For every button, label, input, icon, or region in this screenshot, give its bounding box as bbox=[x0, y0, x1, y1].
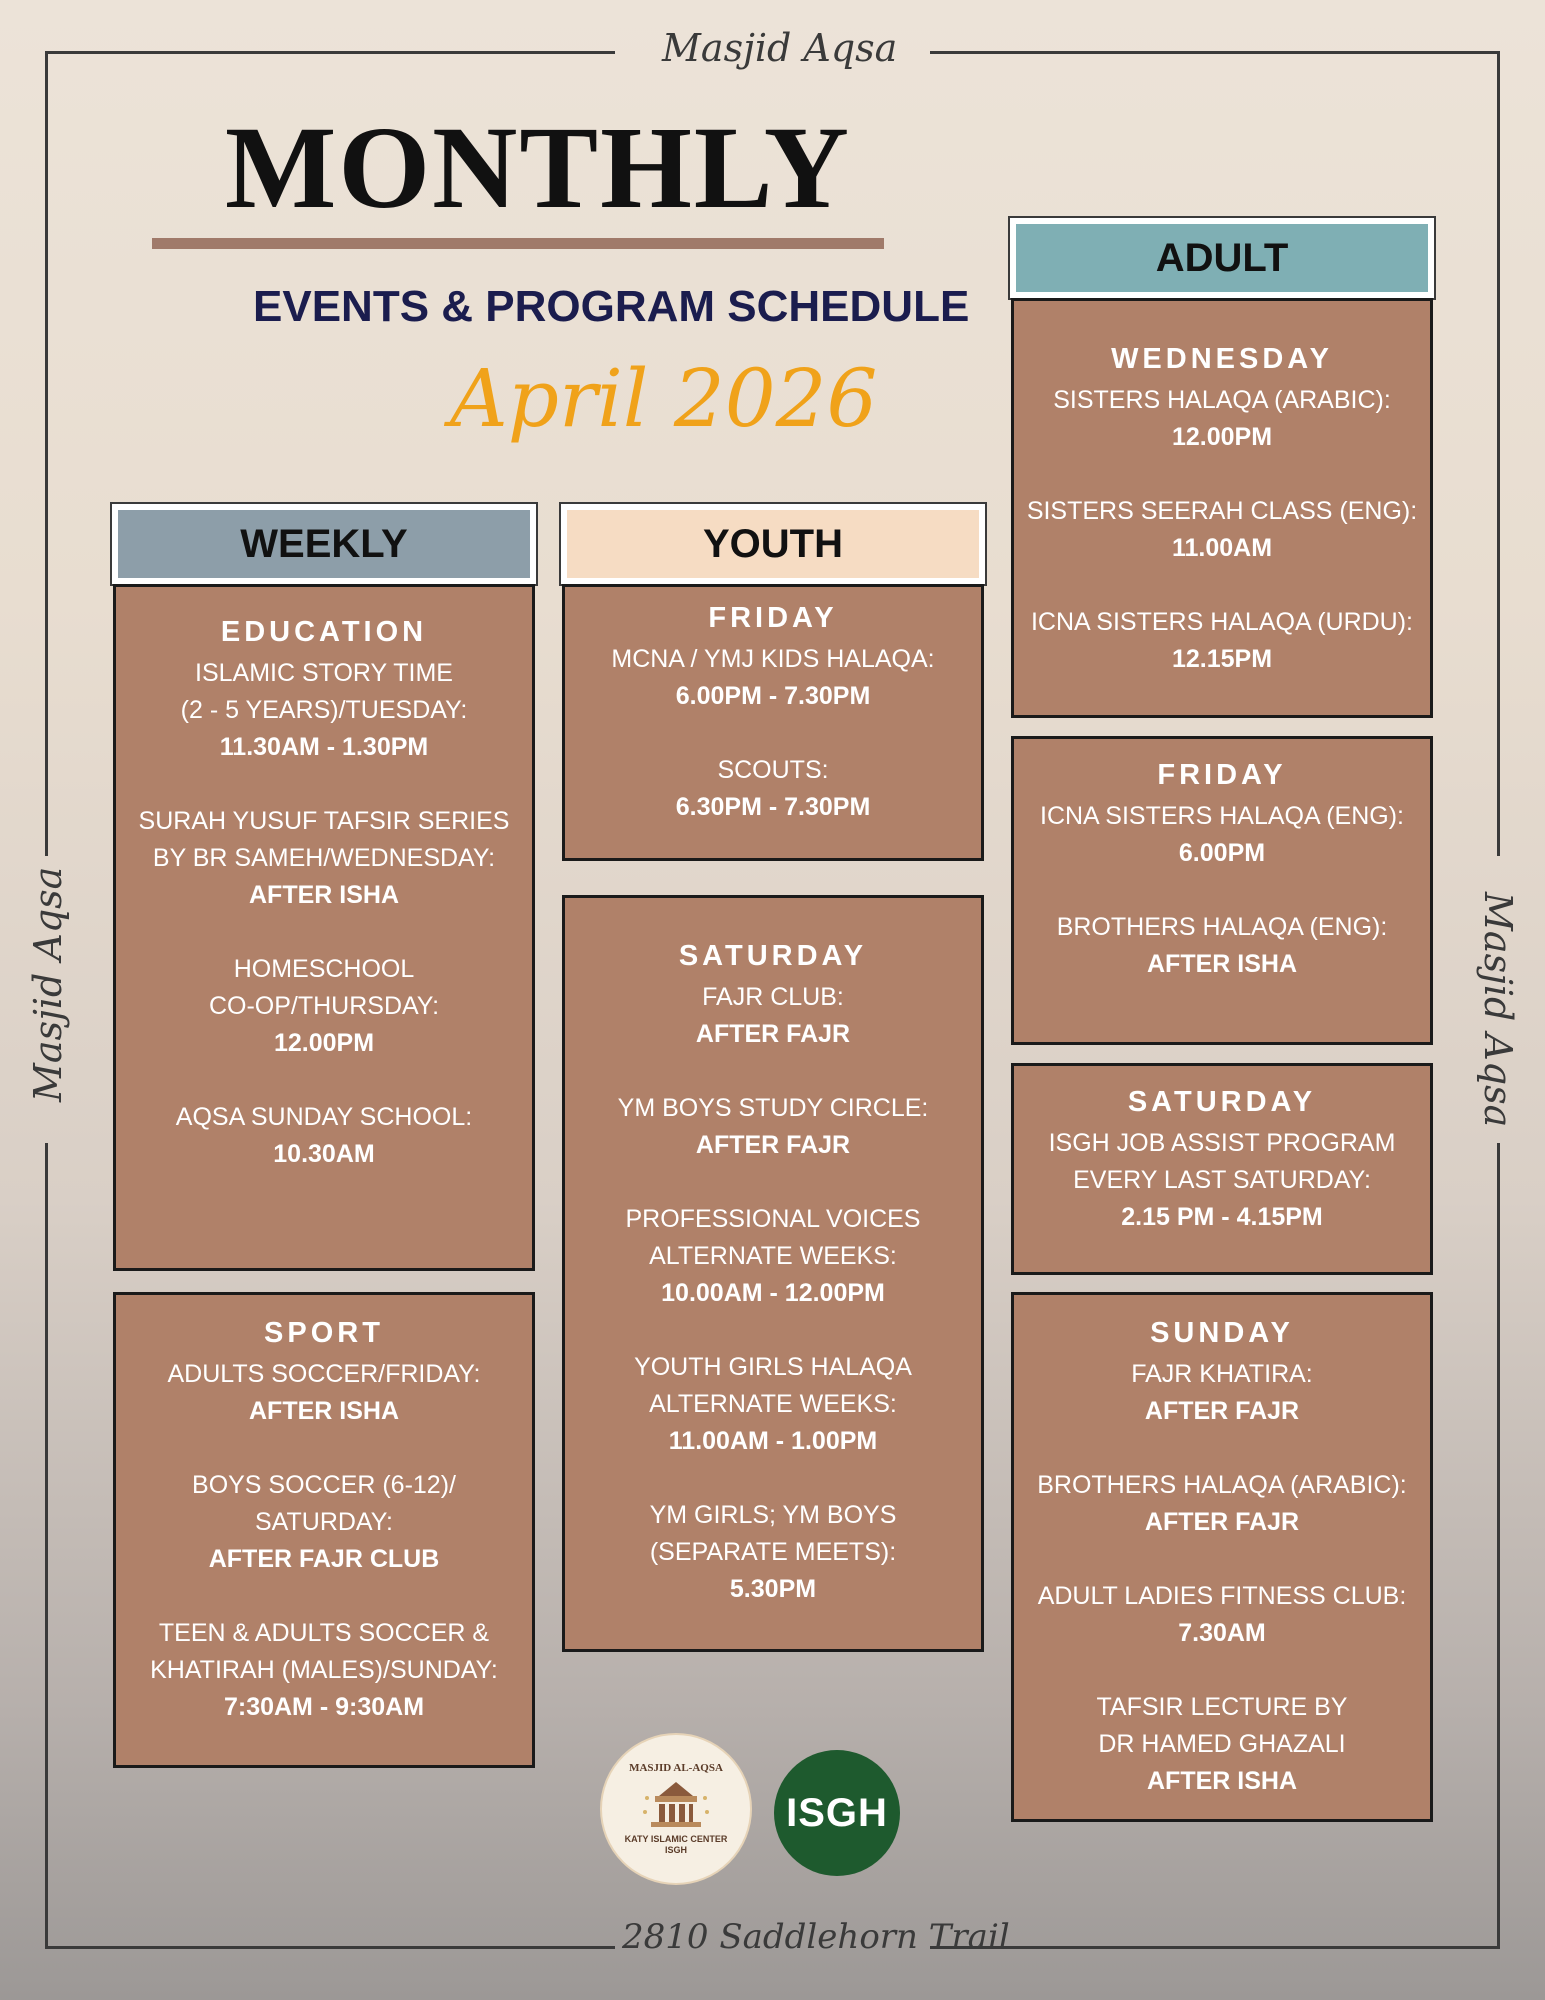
entry-title: TEEN & ADULTS SOCCER & KHATIRAH (MALES)/SUNDAY: bbox=[150, 1619, 498, 1684]
weekly-sport-card bbox=[113, 1292, 535, 1768]
entry-time: AFTER ISHA bbox=[249, 1397, 399, 1425]
adult-wednesday-card bbox=[1011, 298, 1433, 718]
adult-sunday-card bbox=[1011, 1292, 1433, 1822]
entry-title: ICNA SISTERS HALAQA (URDU): bbox=[1030, 608, 1414, 636]
frame-bottom-right bbox=[930, 1946, 1500, 1949]
entry-title: SISTERS HALAQA (ARABIC): bbox=[1053, 386, 1391, 414]
schedule-entry bbox=[1014, 493, 1430, 567]
entry-title: BROTHERS HALAQA (ENG): bbox=[1056, 913, 1388, 941]
entry-time: AFTER FAJR CLUB bbox=[208, 1545, 440, 1573]
schedule-entry bbox=[565, 1201, 981, 1312]
isgh-logo bbox=[774, 1750, 900, 1876]
schedule-entry bbox=[1014, 909, 1430, 983]
schedule-entry bbox=[565, 1090, 981, 1164]
schedule-entry bbox=[116, 655, 532, 766]
schedule-entry bbox=[1014, 1467, 1430, 1541]
entry-title: YM GIRLS; YM BOYS (SEPARATE MEETS): bbox=[649, 1501, 897, 1566]
entry-time: 12.15PM bbox=[1171, 645, 1273, 673]
month-label: April 2026 bbox=[450, 352, 878, 445]
schedule-entry bbox=[116, 1615, 532, 1726]
schedule-entry bbox=[565, 1349, 981, 1460]
entry-title: ISLAMIC STORY TIME (2 - 5 YEARS)/TUESDAY: bbox=[180, 659, 468, 724]
logo-bottom-text: KATY ISLAMIC CENTER ISGH bbox=[624, 1834, 728, 1855]
schedule-entry bbox=[1014, 1578, 1430, 1652]
schedule-entry bbox=[1014, 1689, 1430, 1800]
schedule-entry bbox=[1014, 1125, 1430, 1236]
entry-time: 12.00PM bbox=[1171, 423, 1273, 451]
schedule-entry bbox=[116, 1467, 532, 1578]
schedule-entry bbox=[1014, 798, 1430, 872]
schedule-entry bbox=[565, 979, 981, 1053]
youth-saturday-card bbox=[562, 895, 984, 1652]
card-heading: FRIDAY bbox=[1157, 759, 1287, 791]
entry-title: YM BOYS STUDY CIRCLE: bbox=[617, 1094, 929, 1122]
entry-title: YOUTH GIRLS HALAQA ALTERNATE WEEKS: bbox=[634, 1353, 912, 1418]
frame-left-bottom bbox=[45, 1143, 48, 1948]
entry-time: 6.00PM - 7.30PM bbox=[675, 682, 871, 710]
schedule-entry bbox=[116, 1099, 532, 1173]
schedule-entry bbox=[1014, 1356, 1430, 1430]
entry-title: ADULT LADIES FITNESS CLUB: bbox=[1037, 1582, 1407, 1610]
card-heading: SATURDAY bbox=[678, 940, 868, 972]
entry-title: ISGH JOB ASSIST PROGRAM EVERY LAST SATURDAY: bbox=[1048, 1129, 1396, 1194]
entry-time: 5.30PM bbox=[729, 1575, 817, 1603]
frame-top-right bbox=[930, 51, 1500, 54]
entry-time: AFTER FAJR bbox=[695, 1020, 851, 1048]
youth-header: YOUTH bbox=[561, 504, 985, 584]
entry-time: 2.15 PM - 4.15PM bbox=[1121, 1203, 1323, 1231]
entry-title: FAJR KHATIRA: bbox=[1131, 1360, 1313, 1388]
schedule-entry bbox=[116, 951, 532, 1062]
entry-title: SCOUTS: bbox=[717, 756, 829, 784]
card-heading: SUNDAY bbox=[1150, 1317, 1294, 1349]
entry-time: 6.00PM bbox=[1178, 839, 1266, 867]
schedule-entry bbox=[565, 752, 981, 826]
adult-saturday-card bbox=[1011, 1063, 1433, 1275]
entry-time: AFTER FAJR bbox=[1144, 1397, 1300, 1425]
entry-title: SISTERS SEERAH CLASS (ENG): bbox=[1026, 497, 1418, 525]
frame-right-top bbox=[1497, 51, 1500, 856]
schedule-entry bbox=[565, 1497, 981, 1608]
entry-title: BOYS SOCCER (6-12)/ SATURDAY: bbox=[192, 1471, 456, 1536]
entry-time: 11.00AM bbox=[1171, 534, 1273, 562]
weekly-education-card bbox=[113, 584, 535, 1271]
card-heading: SATURDAY bbox=[1127, 1086, 1317, 1118]
youth-friday-card bbox=[562, 584, 984, 861]
entry-title: SURAH YUSUF TAFSIR SERIES BY BR SAMEH/WEDNESDAY: bbox=[138, 807, 510, 872]
entry-time: 12.00PM bbox=[273, 1029, 375, 1057]
entry-title: BROTHERS HALAQA (ARABIC): bbox=[1037, 1471, 1407, 1499]
entry-time: AFTER FAJR bbox=[695, 1131, 851, 1159]
frame-left-text: Masjid Aqsa bbox=[26, 866, 70, 1102]
card-heading: WEDNESDAY bbox=[1111, 343, 1333, 375]
entry-time: 10.00AM - 12.00PM bbox=[661, 1279, 885, 1307]
entry-title: MCNA / YMJ KIDS HALAQA: bbox=[611, 645, 935, 673]
entry-title: TAFSIR LECTURE BY DR HAMED GHAZALI bbox=[1096, 1693, 1348, 1758]
frame-left-top bbox=[45, 51, 48, 856]
entry-time: 10.30AM bbox=[273, 1140, 375, 1168]
entry-time: AFTER FAJR bbox=[1144, 1508, 1300, 1536]
entry-title: ICNA SISTERS HALAQA (ENG): bbox=[1040, 802, 1404, 830]
card-heading: EDUCATION bbox=[220, 616, 428, 648]
frame-bottom-text: 2810 Saddlehorn Trail bbox=[622, 1917, 1010, 1957]
entry-title: FAJR CLUB: bbox=[702, 983, 844, 1011]
title-underline bbox=[152, 238, 884, 249]
entry-title: ADULTS SOCCER/FRIDAY: bbox=[167, 1360, 481, 1388]
entry-time: AFTER ISHA bbox=[1147, 950, 1297, 978]
entry-title: AQSA SUNDAY SCHOOL: bbox=[175, 1103, 473, 1131]
entry-title: HOMESCHOOL CO-OP/THURSDAY: bbox=[208, 955, 440, 1020]
frame-bottom-left bbox=[45, 1946, 615, 1949]
entry-time: 7:30AM - 9:30AM bbox=[223, 1693, 425, 1721]
entry-time: 7.30AM bbox=[1178, 1619, 1266, 1647]
logo-top-text: MASJID AL-AQSA bbox=[629, 1762, 723, 1774]
schedule-entry bbox=[116, 1356, 532, 1430]
frame-right-bottom bbox=[1497, 1143, 1500, 1948]
page-title: MONTHLY bbox=[225, 102, 851, 233]
schedule-entry bbox=[565, 641, 981, 715]
page-subtitle: EVENTS & PROGRAM SCHEDULE bbox=[253, 282, 970, 331]
card-heading: FRIDAY bbox=[708, 602, 838, 634]
mosque-icon bbox=[641, 1778, 711, 1830]
entry-title: PROFESSIONAL VOICES ALTERNATE WEEKS: bbox=[625, 1205, 921, 1270]
entry-time: 11.00AM - 1.00PM bbox=[668, 1427, 878, 1455]
frame-top-left bbox=[45, 51, 615, 54]
entry-time: AFTER ISHA bbox=[1147, 1767, 1297, 1795]
schedule-entry bbox=[1014, 604, 1430, 678]
entry-time: 11.30AM - 1.30PM bbox=[219, 733, 429, 761]
schedule-entry bbox=[116, 803, 532, 914]
isgh-logo-text: ISGH bbox=[786, 1790, 888, 1835]
masjid-al-aqsa-logo bbox=[600, 1733, 752, 1885]
card-heading: SPORT bbox=[264, 1317, 384, 1349]
frame-right-text: Masjid Aqsa bbox=[1476, 892, 1520, 1128]
schedule-entry bbox=[1014, 382, 1430, 456]
weekly-header: WEEKLY bbox=[112, 504, 536, 584]
adult-friday-card bbox=[1011, 736, 1433, 1045]
entry-time: AFTER ISHA bbox=[249, 881, 399, 909]
entry-time: 6.30PM - 7.30PM bbox=[675, 793, 871, 821]
adult-header: ADULT bbox=[1010, 218, 1434, 298]
frame-top-text: Masjid Aqsa bbox=[662, 26, 898, 70]
